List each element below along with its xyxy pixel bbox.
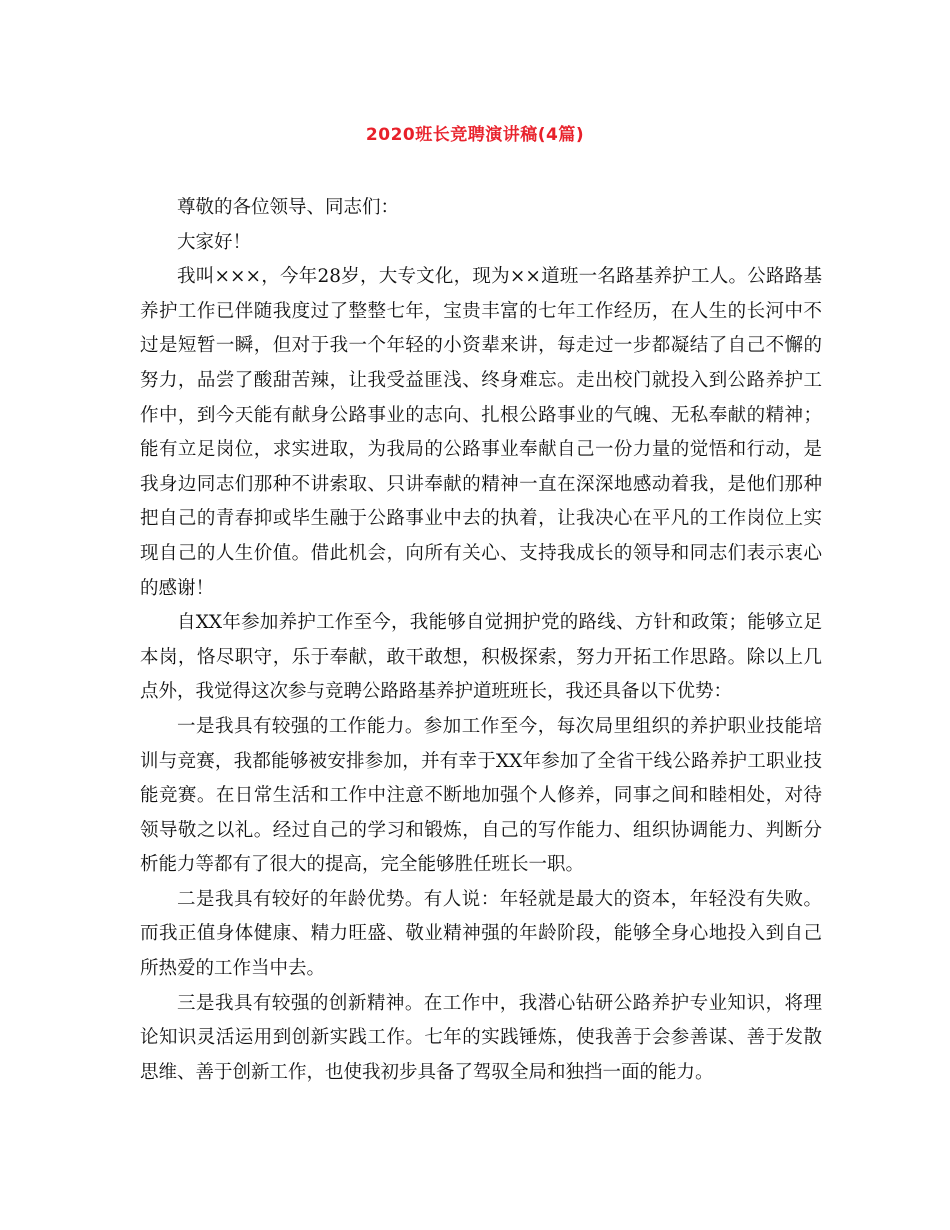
document-body [140,191,822,1090]
paragraph-advantage-innovation: 三是我具有较强的创新精神。在工作中，我潜心钻研公路养护专业知识，将理论知识灵活运用到创新实践工作。七年的实践锤炼，使我善于会参善谋、善于发散思维、善于创新工作，也使我初步具备了驾驭全局和独挡一面的能力。 [140,992,822,1083]
paragraph-introduction: 我叫×××，今年28岁，大专文化，现为××道班一名路基养护工人。公路路基养护工作已伴随我度过了整整七年，宝贵丰富的七年工作经历，在人生的长河中不过是短暂一瞬，但对于我一个年轻的小资辈来讲，每走过一步都凝结了自己不懈的努力，品尝了酸甜苦辣，让我受益匪浅、终身难忘。走出校门就投入到公路养护工作中，到今天能有献身公路事业的志向、扎根公路事业的气魄、无私奉献的精神；能有立足岗位，求实进取，为我局的公路事业奉献自己一份力量的觉悟和行动，是我身边同志们那种不讲索取、只讲奉献的精神一直在深深地感动着我，是他们那种把自己的青春抑或毕生融于公路事业中去的执着，让我决心在平凡的工作岗位上实现自己的人生价值。借此机会，向所有关心、支持我成长的领导和同志们表示衷心的感谢！ [140,266,822,599]
paragraph-work-history: 自XX年参加养护工作至今，我能够自觉拥护党的路线、方针和政策；能够立足本岗，恪尽职守，乐于奉献，敢干敢想，积极探索，努力开拓工作思路。除以上几点外，我觉得这次参与竞聘公路路基养护道班班长，我还具备以下优势： [140,612,822,703]
paragraph-advantage-ability: 一是我具有较强的工作能力。参加工作至今，每次局里组织的养护职业技能培训与竞赛，我都能够被安排参加，并有幸于XX年参加了全省干线公路养护工职业技能竞赛。在日常生活和工作中注意不断地加强个人修养，同事之间和睦相处，对待领导敬之以礼。经过自己的学习和锻炼，自己的写作能力、组织协调能力、判断分析能力等都有了很大的提高，完全能够胜任班长一职。 [140,715,822,876]
paragraph-greeting: 尊敬的各位领导、同志们： [177,197,400,218]
document-title: 2020班长竞聘演讲稿(4篇) [365,125,585,145]
paragraph-hello: 大家好！ [177,231,252,253]
paragraph-advantage-age: 二是我具有较好的年龄优势。有人说：年轻就是最大的资本，年轻没有失败。而我正值身体健康、精力旺盛、敬业精神强的年龄阶段，能够全身心地投入到自己所热爱的工作当中去。 [140,888,822,980]
